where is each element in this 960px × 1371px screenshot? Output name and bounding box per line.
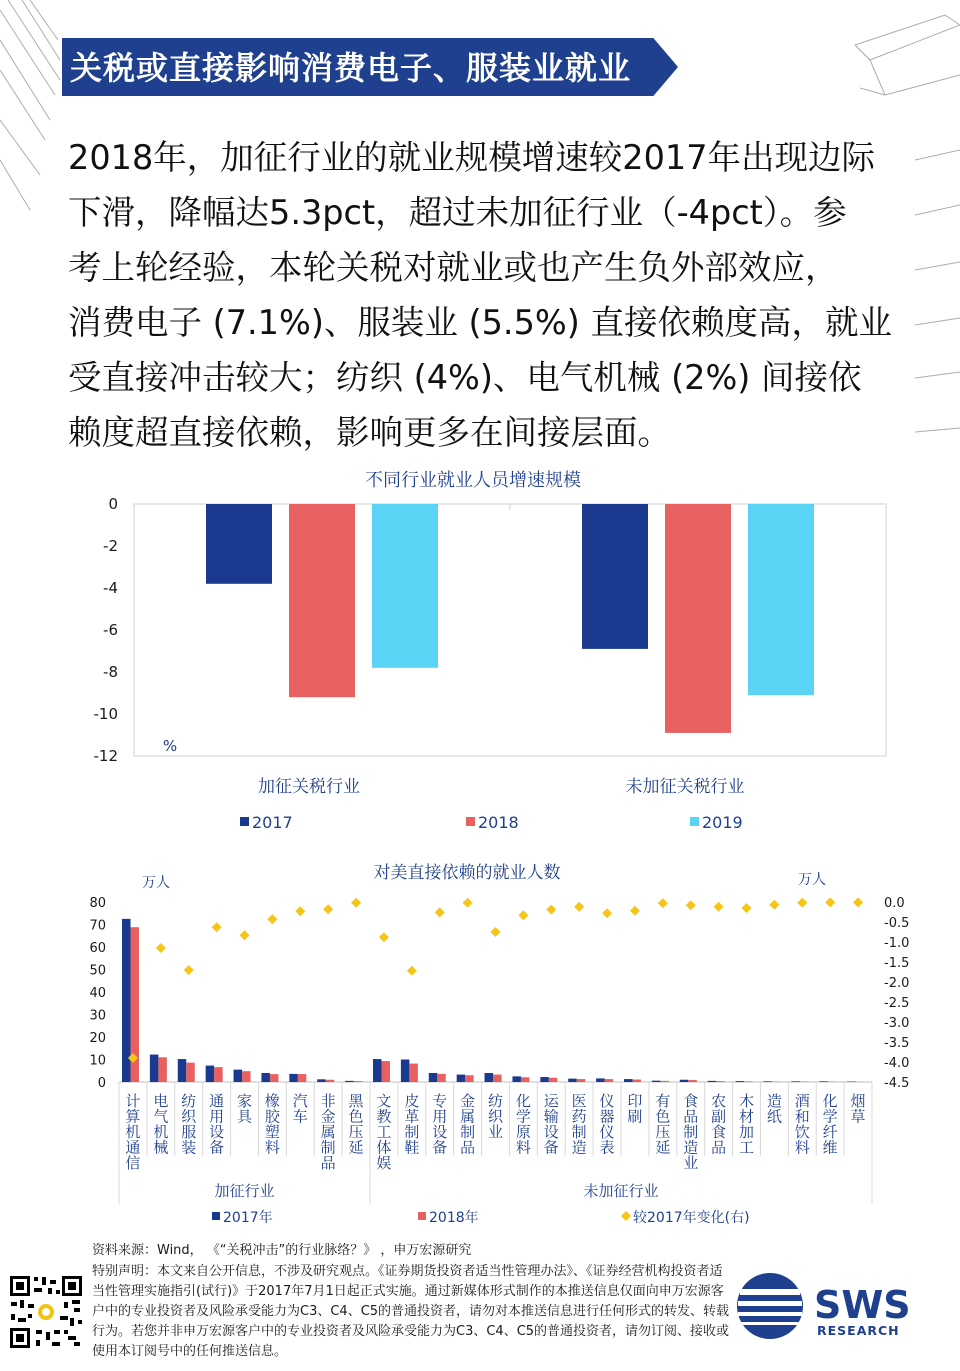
right-tick-label: -0.5 (884, 916, 910, 931)
change-marker (491, 927, 501, 937)
bar-2018年 (521, 1077, 530, 1082)
bar-2017年 (373, 1059, 382, 1082)
right-tick-label: -1.0 (884, 936, 910, 951)
change-marker (518, 910, 528, 920)
change-marker (351, 898, 361, 908)
change-marker (825, 897, 835, 907)
bar-2018年 (605, 1079, 614, 1082)
category-label: 家具 (236, 1092, 253, 1126)
right-tick-label: -2.0 (884, 976, 910, 991)
bar-2017年 (289, 1074, 298, 1082)
change-marker (463, 898, 473, 908)
intro-line: 考上轮经验，本轮关税对就业或也产生负外部效应， (68, 248, 839, 287)
change-marker (630, 906, 640, 916)
left-tick-label: 50 (89, 963, 106, 979)
category-label: 烟草 (850, 1092, 866, 1126)
y-tick-label: 0 (108, 495, 118, 513)
right-unit-label: 万人 (798, 872, 826, 888)
bar-2017年 (652, 1081, 661, 1082)
bar-2018 (289, 504, 355, 697)
left-tick-label: 80 (89, 896, 106, 911)
right-tick-label: -1.5 (884, 956, 910, 971)
legend-label: 2019 (702, 813, 743, 832)
left-unit-label: 万人 (142, 875, 170, 891)
legend-label: 2017 (252, 813, 293, 832)
bar-2017年 (234, 1070, 243, 1082)
bar-2019 (372, 504, 438, 668)
left-tick-label: 20 (89, 1031, 106, 1046)
bar-2018年 (716, 1081, 725, 1082)
category-label: 木材加工 (738, 1092, 755, 1157)
category-label: 农副食品 (711, 1092, 727, 1157)
bar-2017年 (150, 1055, 159, 1082)
category-label: 仪器仪表 (599, 1092, 615, 1157)
intro-paragraph (68, 130, 913, 460)
legend-swatch (690, 817, 699, 826)
change-marker (156, 943, 166, 953)
category-label: 非金属制品 (320, 1092, 336, 1172)
y-tick-label: -2 (103, 537, 118, 555)
category-label: 有色压延 (655, 1092, 671, 1157)
category-label: 文教工体娱 (376, 1092, 392, 1172)
change-marker (407, 966, 417, 976)
sws-research-logo (732, 1268, 932, 1348)
change-marker (797, 898, 807, 908)
employment-growth-chart (0, 460, 960, 840)
bar-2018年 (242, 1071, 251, 1082)
change-marker (853, 897, 863, 907)
change-marker (602, 908, 612, 918)
y-tick-label: -6 (103, 621, 118, 639)
legend-swatch (466, 817, 475, 826)
bar-2018年 (214, 1067, 223, 1082)
category-label: 化学原料 (515, 1092, 531, 1157)
category-label: 纺织服装 (181, 1092, 197, 1157)
bar-2017年 (485, 1073, 494, 1082)
bar-2017年 (178, 1059, 187, 1082)
bar-2017年 (457, 1075, 466, 1082)
footer (92, 1240, 732, 1362)
y-tick-label: -10 (93, 705, 118, 723)
bar-2018年 (298, 1074, 307, 1082)
change-marker (435, 907, 445, 917)
change-marker (240, 930, 250, 940)
intro-line: 下滑，降幅达5.3pct，超过未加征行业（-4pct）。参 (68, 193, 847, 232)
left-tick-label: 40 (89, 986, 106, 1001)
right-tick-label: -3.0 (884, 1016, 910, 1031)
category-label: 加征关税行业 (258, 777, 360, 797)
change-marker (769, 900, 779, 910)
left-tick-label: 60 (89, 941, 106, 956)
change-marker (267, 914, 277, 924)
bar-2018年 (270, 1074, 279, 1082)
category-label: 化学纤维 (822, 1092, 838, 1157)
left-tick-label: 0 (97, 1076, 106, 1091)
change-marker (546, 905, 556, 915)
bar-2018年 (549, 1078, 558, 1082)
legend-swatch (621, 1211, 631, 1221)
change-marker (212, 922, 222, 932)
bar-2017 (206, 504, 272, 584)
bar-2017年 (763, 1081, 772, 1082)
logo-name: SWS (814, 1283, 911, 1327)
bar-2017年 (708, 1081, 717, 1082)
category-label: 未加征关税行业 (625, 777, 745, 797)
right-tick-label: -2.5 (884, 996, 910, 1011)
intro-line: 2018年，加征行业的就业规模增速较2017年出现边际 (68, 138, 876, 177)
bar-2018年 (186, 1063, 195, 1082)
legend-swatch (212, 1212, 220, 1220)
y-tick-label: -12 (93, 747, 118, 765)
unit-label: % (162, 737, 178, 755)
y-tick-label: -4 (103, 579, 118, 597)
disclaimer: 特别声明：本文来自公开信息，不涉及研究观点。《证券期货投资者适当性管理办法》、《证券经营机构投资者适当性管理实施指引(试行)》于2017年7月1日起正式实施。通过新媒体形式制作的本推送信息仅面向申万宏源客户中的专业投资者及风险承受能力为C3、C4、C5的普通投资者，请勿对本推送信息进行任何形式的转发、转载行为。若您并非申万宏源客户中的专业投资者及风险承受能力为C3、C4、C5的普通投资者，请勿订阅、接收或使用本订阅号中的任何推送信息。 (92, 1264, 730, 1359)
right-tick-label: -4.5 (884, 1076, 910, 1091)
left-tick-label: 70 (89, 918, 106, 934)
category-label: 黑色压延 (348, 1092, 364, 1157)
y-tick-label: -8 (103, 663, 118, 681)
change-marker (184, 965, 194, 975)
bar-2018年 (437, 1074, 446, 1082)
page-title: 关税或直接影响消费电子、服装业就业 (70, 49, 632, 87)
bar-2017年 (512, 1076, 521, 1082)
bar-2017年 (736, 1081, 745, 1082)
legend-label: 较2017年变化(右) (633, 1210, 750, 1226)
left-tick-label: 10 (89, 1053, 106, 1069)
bar-2017年 (345, 1081, 354, 1082)
bar-2018年 (660, 1081, 669, 1082)
category-label: 汽车 (292, 1092, 308, 1126)
bar-2018年 (493, 1075, 502, 1082)
bar-2017年 (819, 1081, 828, 1082)
bar-2017年 (401, 1060, 410, 1083)
intro-line: 赖度超直接依赖，影响更多在间接层面。 (68, 413, 671, 452)
right-tick-label: 0.0 (884, 896, 905, 911)
category-label: 酒和饮料 (794, 1092, 810, 1157)
legend-swatch (418, 1212, 426, 1220)
bar-2017年 (624, 1079, 633, 1082)
category-label: 橡胶塑料 (264, 1092, 280, 1157)
change-marker (379, 932, 389, 942)
bar-2018年 (688, 1080, 697, 1082)
category-label: 纺织业 (487, 1092, 504, 1141)
category-label: 皮革制鞋 (404, 1092, 420, 1157)
bar-2018年 (577, 1079, 586, 1082)
group-label: 未加征行业 (583, 1182, 659, 1200)
category-label: 计算机通信 (125, 1092, 141, 1172)
change-marker (686, 900, 696, 910)
intro-line: 受直接冲击较大；纺织 (4%)、电气机械 (2%) 间接依 (68, 358, 862, 397)
category-label: 造纸 (766, 1092, 782, 1126)
bar-2017年 (261, 1073, 270, 1082)
bar-2017年 (206, 1066, 215, 1082)
category-label: 电气机械 (153, 1092, 169, 1157)
bar-2017 (582, 504, 648, 649)
right-tick-label: -4.0 (884, 1056, 910, 1071)
bar-2018年 (326, 1080, 335, 1082)
bar-2017年 (317, 1079, 326, 1082)
category-label: 印刷 (627, 1092, 643, 1126)
right-tick-label: -3.5 (884, 1036, 910, 1051)
intro-line: 消费电子 (7.1%)、服装业 (5.5%) 直接依赖度高，就业 (68, 303, 892, 342)
category-label: 食品制造业 (683, 1092, 699, 1172)
left-tick-label: 30 (89, 1008, 106, 1024)
bar-2018年 (354, 1081, 363, 1082)
qr-code (8, 1274, 84, 1350)
category-label: 医药制造 (571, 1092, 587, 1157)
bar-2017年 (540, 1077, 549, 1082)
category-label: 金属制品 (460, 1092, 476, 1157)
change-marker (574, 902, 584, 912)
bar-2018年 (744, 1081, 753, 1082)
legend-label: 2017年 (223, 1210, 273, 1226)
logo-sub: RESEARCH (817, 1323, 900, 1338)
change-marker (658, 898, 668, 908)
category-label: 运输设备 (543, 1092, 559, 1157)
bar-2018年 (409, 1064, 418, 1082)
change-marker (714, 902, 724, 912)
bar-2017年 (791, 1081, 800, 1082)
change-marker (323, 904, 333, 914)
bar-2019 (748, 504, 814, 695)
bar-2018 (665, 504, 731, 733)
bar-2018年 (465, 1075, 474, 1082)
source-note: 资料来源：Wind， 《“关税冲击”的行业脉络？》 ，申万宏源研究 (92, 1243, 472, 1258)
change-marker (742, 903, 752, 913)
direct-dependence-chart (0, 858, 960, 1238)
bar-2018年 (633, 1080, 642, 1082)
chart-title: 对美直接依赖的就业人数 (373, 863, 561, 883)
bar-2017年 (568, 1079, 577, 1082)
legend-label: 2018年 (429, 1210, 479, 1226)
logo-mark (737, 1273, 803, 1339)
bar-2017年 (429, 1073, 438, 1082)
bar-2018年 (158, 1057, 167, 1082)
bar-2018年 (382, 1061, 391, 1082)
chart-title: 不同行业就业人员增速规模 (365, 470, 581, 491)
legend-swatch (240, 817, 249, 826)
bar-2017年 (596, 1078, 605, 1082)
group-label: 加征行业 (214, 1182, 275, 1200)
bar-2017年 (680, 1080, 689, 1082)
legend-label: 2018 (478, 813, 519, 832)
category-label: 通用设备 (209, 1092, 225, 1157)
change-marker (295, 906, 305, 916)
category-label: 专用设备 (432, 1092, 448, 1157)
